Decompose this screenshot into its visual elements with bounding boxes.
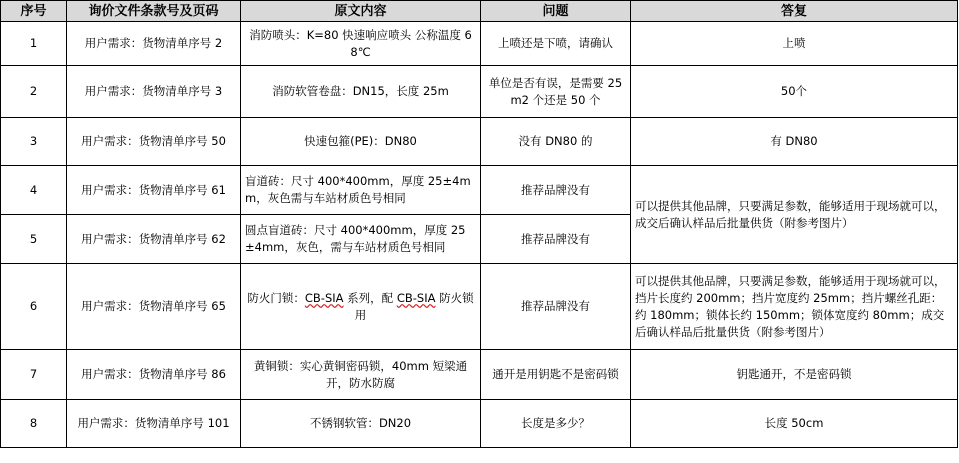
- original-text: 系列，配: [343, 290, 397, 305]
- cell-answer: 可以提供其他品牌，只要满足参数，能够适用于现场就可以，挡片长度约 200mm；挡片宽度约 25mm；挡片螺丝孔距：约 180mm；锁体长约 150mm；锁体宽度约 80mm；成交后确认样品后批量供货（附参考图片）: [631, 264, 958, 350]
- header-row: [1, 1, 958, 22]
- table-row: [1, 400, 958, 448]
- cell-no: 2: [1, 66, 67, 118]
- table-row: [1, 350, 958, 400]
- cell-answer: 钥匙通开，不是密码锁: [631, 350, 958, 400]
- cell-question: 推荐品牌没有: [481, 166, 631, 215]
- cell-answer: 上喷: [631, 22, 958, 66]
- original-text: 防火门锁：: [247, 290, 305, 305]
- cell-clause: 用户需求：货物清单序号 61: [67, 166, 241, 215]
- header-clause: 询价文件条款号及页码: [67, 1, 241, 22]
- cell-answer-merged: 可以提供其他品牌，只要满足参数，能够适用于现场就可以，成交后确认样品后批量供货（附参考图片）: [631, 166, 958, 264]
- cell-question: 推荐品牌没有: [481, 215, 631, 264]
- cell-clause: 用户需求：货物清单序号 62: [67, 215, 241, 264]
- cell-no: 3: [1, 118, 67, 166]
- header-no: 序号: [1, 1, 67, 22]
- spellcheck-mark: CB-SIA: [396, 290, 436, 305]
- cell-original: [241, 264, 481, 350]
- table-row: [1, 264, 958, 350]
- header-answer: 答复: [631, 1, 958, 22]
- cell-clause: 用户需求：货物清单序号 50: [67, 118, 241, 166]
- cell-no: 8: [1, 400, 67, 448]
- table-row: [1, 118, 958, 166]
- cell-question: 通开是用钥匙不是密码锁: [481, 350, 631, 400]
- table-row: [1, 166, 958, 215]
- cell-original: 盲道砖：尺寸 400*400mm，厚度 25±4mm，灰色需与车站材质色号相同: [241, 166, 481, 215]
- original-text: 防火锁用: [354, 290, 474, 322]
- table-row: [1, 22, 958, 66]
- cell-original: 圆点盲道砖：尺寸 400*400mm，厚度 25±4mm，灰色，需与车站材质色号相同: [241, 215, 481, 264]
- cell-answer: 有 DN80: [631, 118, 958, 166]
- spellcheck-mark: CB-SIA: [304, 290, 344, 305]
- cell-original: 消防软管卷盘：DN15，长度 25m: [241, 66, 481, 118]
- cell-question: 没有 DN80 的: [481, 118, 631, 166]
- cell-clause: 用户需求：货物清单序号 86: [67, 350, 241, 400]
- cell-original: 黄铜锁：实心黄铜密码锁，40mm 短梁通开，防水防腐: [241, 350, 481, 400]
- header-original: 原文内容: [241, 1, 481, 22]
- cell-clause: 用户需求：货物清单序号 101: [67, 400, 241, 448]
- cell-original: 快速包箍(PE)：DN80: [241, 118, 481, 166]
- cell-no: 7: [1, 350, 67, 400]
- cell-no: 5: [1, 215, 67, 264]
- table-row: [1, 66, 958, 118]
- cell-original: 消防喷头：K=80 快速响应喷头 公称温度 68℃: [241, 22, 481, 66]
- cell-no: 1: [1, 22, 67, 66]
- cell-question: 单位是否有误，是需要 25m2 个还是 50 个: [481, 66, 631, 118]
- cell-clause: 用户需求：货物清单序号 2: [67, 22, 241, 66]
- cell-question: 长度是多少？: [481, 400, 631, 448]
- cell-answer: 长度 50cm: [631, 400, 958, 448]
- cell-no: 6: [1, 264, 67, 350]
- cell-original: 不锈钢软管：DN20: [241, 400, 481, 448]
- cell-clause: 用户需求：货物清单序号 3: [67, 66, 241, 118]
- cell-no: 4: [1, 166, 67, 215]
- cell-clause: 用户需求：货物清单序号 65: [67, 264, 241, 350]
- cell-question: 推荐品牌没有: [481, 264, 631, 350]
- cell-question: 上喷还是下喷，请确认: [481, 22, 631, 66]
- header-question: 问题: [481, 1, 631, 22]
- cell-answer: 50个: [631, 66, 958, 118]
